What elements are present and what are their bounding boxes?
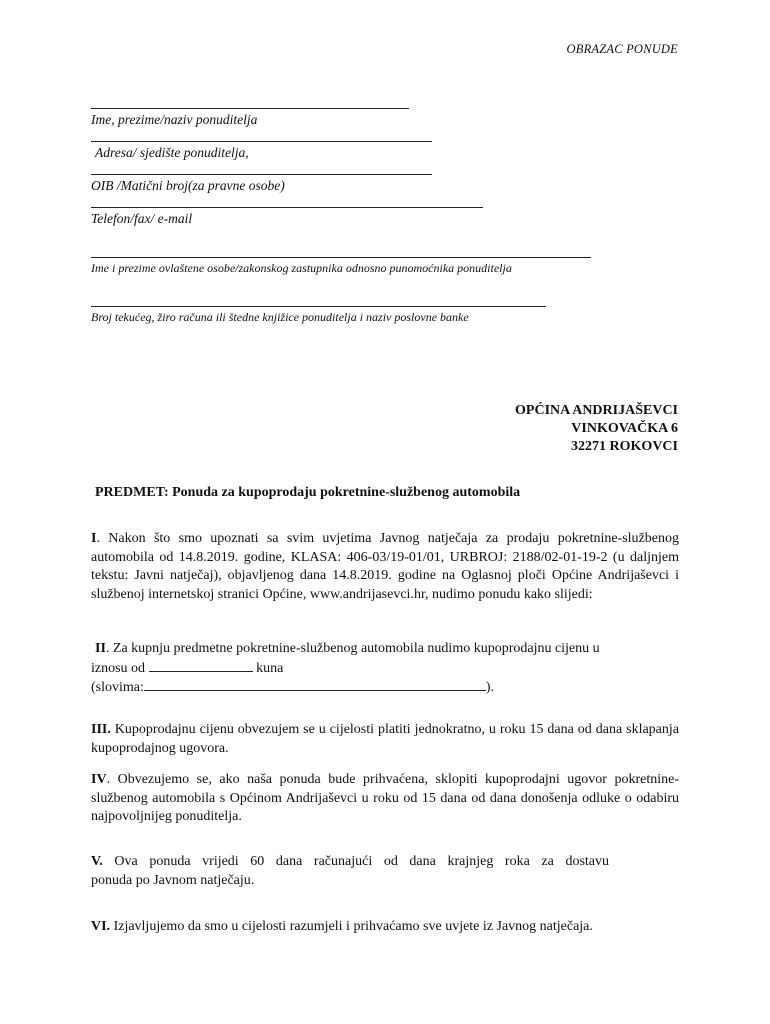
field-bidder-oib (91, 174, 432, 194)
form-title: OBRAZAC PONUDE (566, 42, 678, 56)
amount-prefix: iznosu od (91, 660, 146, 676)
field-bidder-address (91, 141, 432, 161)
subject-line: PREDMET: Ponuda za kupoprodaju pokretnine-službenog automobila (95, 485, 521, 500)
field-line[interactable] (91, 174, 432, 175)
section-number: IV (91, 772, 107, 787)
section-text: Ova ponuda vrijedi 60 dana računajući od dana krajnjeg roka za dostavu (102, 854, 609, 869)
recipient-city: 32271 ROKOVCI (571, 439, 678, 454)
field-bidder-contact (91, 207, 483, 227)
field-bank-account (91, 306, 546, 325)
section-text: . Za kupnju predmetne pokretnine-službenog automobila nudimo kupoprodajnu cijenu u (105, 641, 600, 656)
field-line[interactable] (91, 257, 591, 258)
recipient-address (515, 402, 678, 456)
amount-blank[interactable] (149, 659, 253, 672)
section-1 (91, 530, 679, 604)
field-line[interactable] (91, 207, 483, 208)
section-number: III. (91, 722, 111, 737)
section-text-continued: ponuda po Javnom natječaju. (91, 872, 255, 888)
field-label: OIB /Matični broj(za pravne osobe) (91, 178, 285, 193)
section-text: . Nakon što smo upoznati sa svim uvjetima Javnog natječaja za prodaju pokretnine-službenog automobila od 14.8.2019. godine, KLASA: 406-03/19-01/01, URBROJ: 2188/02-01-19-2 (u daljnjem tekstu: Javni natječaj), objavljenog dana 14.8.2019. godine na Oglasnoj ploči Općine Andrijaševci i službenoj internetskoj stranici Općine, www.andrijasevci.hr, nudimo ponudu kako slijedi: (91, 531, 679, 602)
section-text: Izjavljujemo da smo u cijelosti razumjeli i prihvaćamo sve uvjete iz Javnog natječaja. (110, 919, 593, 934)
field-label: Ime i prezime ovlaštene osobe/zakonskog zastupnika odnosno punomoćnika ponuditelja (91, 261, 512, 275)
field-bidder-name (91, 108, 409, 128)
section-3 (91, 721, 679, 758)
amount-words-blank[interactable] (144, 678, 486, 691)
amount-suffix: kuna (256, 660, 284, 676)
section-6 (91, 918, 679, 937)
words-suffix: ). (485, 680, 495, 695)
section-number: VI. (91, 919, 111, 934)
amount-words-line (91, 678, 679, 698)
section-text: Kupoprodajnu cijenu obvezujem se u cijelosti platiti jednokratno, u roku 15 dana od dana sklapanja kupoprodajnog ugovora. (91, 722, 679, 756)
field-label: Broj tekućeg, žiro računa ili štedne knjižice ponuditelja i naziv poslovne banke (91, 310, 469, 324)
field-line[interactable] (91, 306, 546, 307)
section-number: II (95, 641, 106, 656)
field-line[interactable] (91, 108, 409, 109)
field-label: Telefon/fax/ e-mail (91, 211, 193, 226)
recipient-name: OPĆINA ANDRIJAŠEVCI (515, 403, 678, 418)
field-line[interactable] (91, 141, 432, 142)
section-text: . Obvezujemo se, ako naša ponuda bude prihvaćena, sklopiti kupoprodajni ugovor pokretnine-službenog automobila s Općinom Andrijaševci u roku od 15 dana od dana donošenja odluke o odabiru najpovoljnijeg ponuditelja. (91, 772, 679, 824)
words-prefix: (slovima: (91, 680, 144, 695)
section-number: V. (91, 854, 103, 869)
section-2 (91, 640, 679, 698)
section-4 (91, 771, 679, 827)
section-number: I (91, 531, 97, 546)
field-authorized-person (91, 257, 591, 276)
amount-line (91, 659, 679, 679)
field-label: Adresa/ sjedište ponuditelja, (95, 145, 249, 160)
section-5 (91, 853, 679, 890)
recipient-street: VINKOVAČKA 6 (571, 421, 678, 436)
field-label: Ime, prezime/naziv ponuditelja (91, 112, 258, 127)
